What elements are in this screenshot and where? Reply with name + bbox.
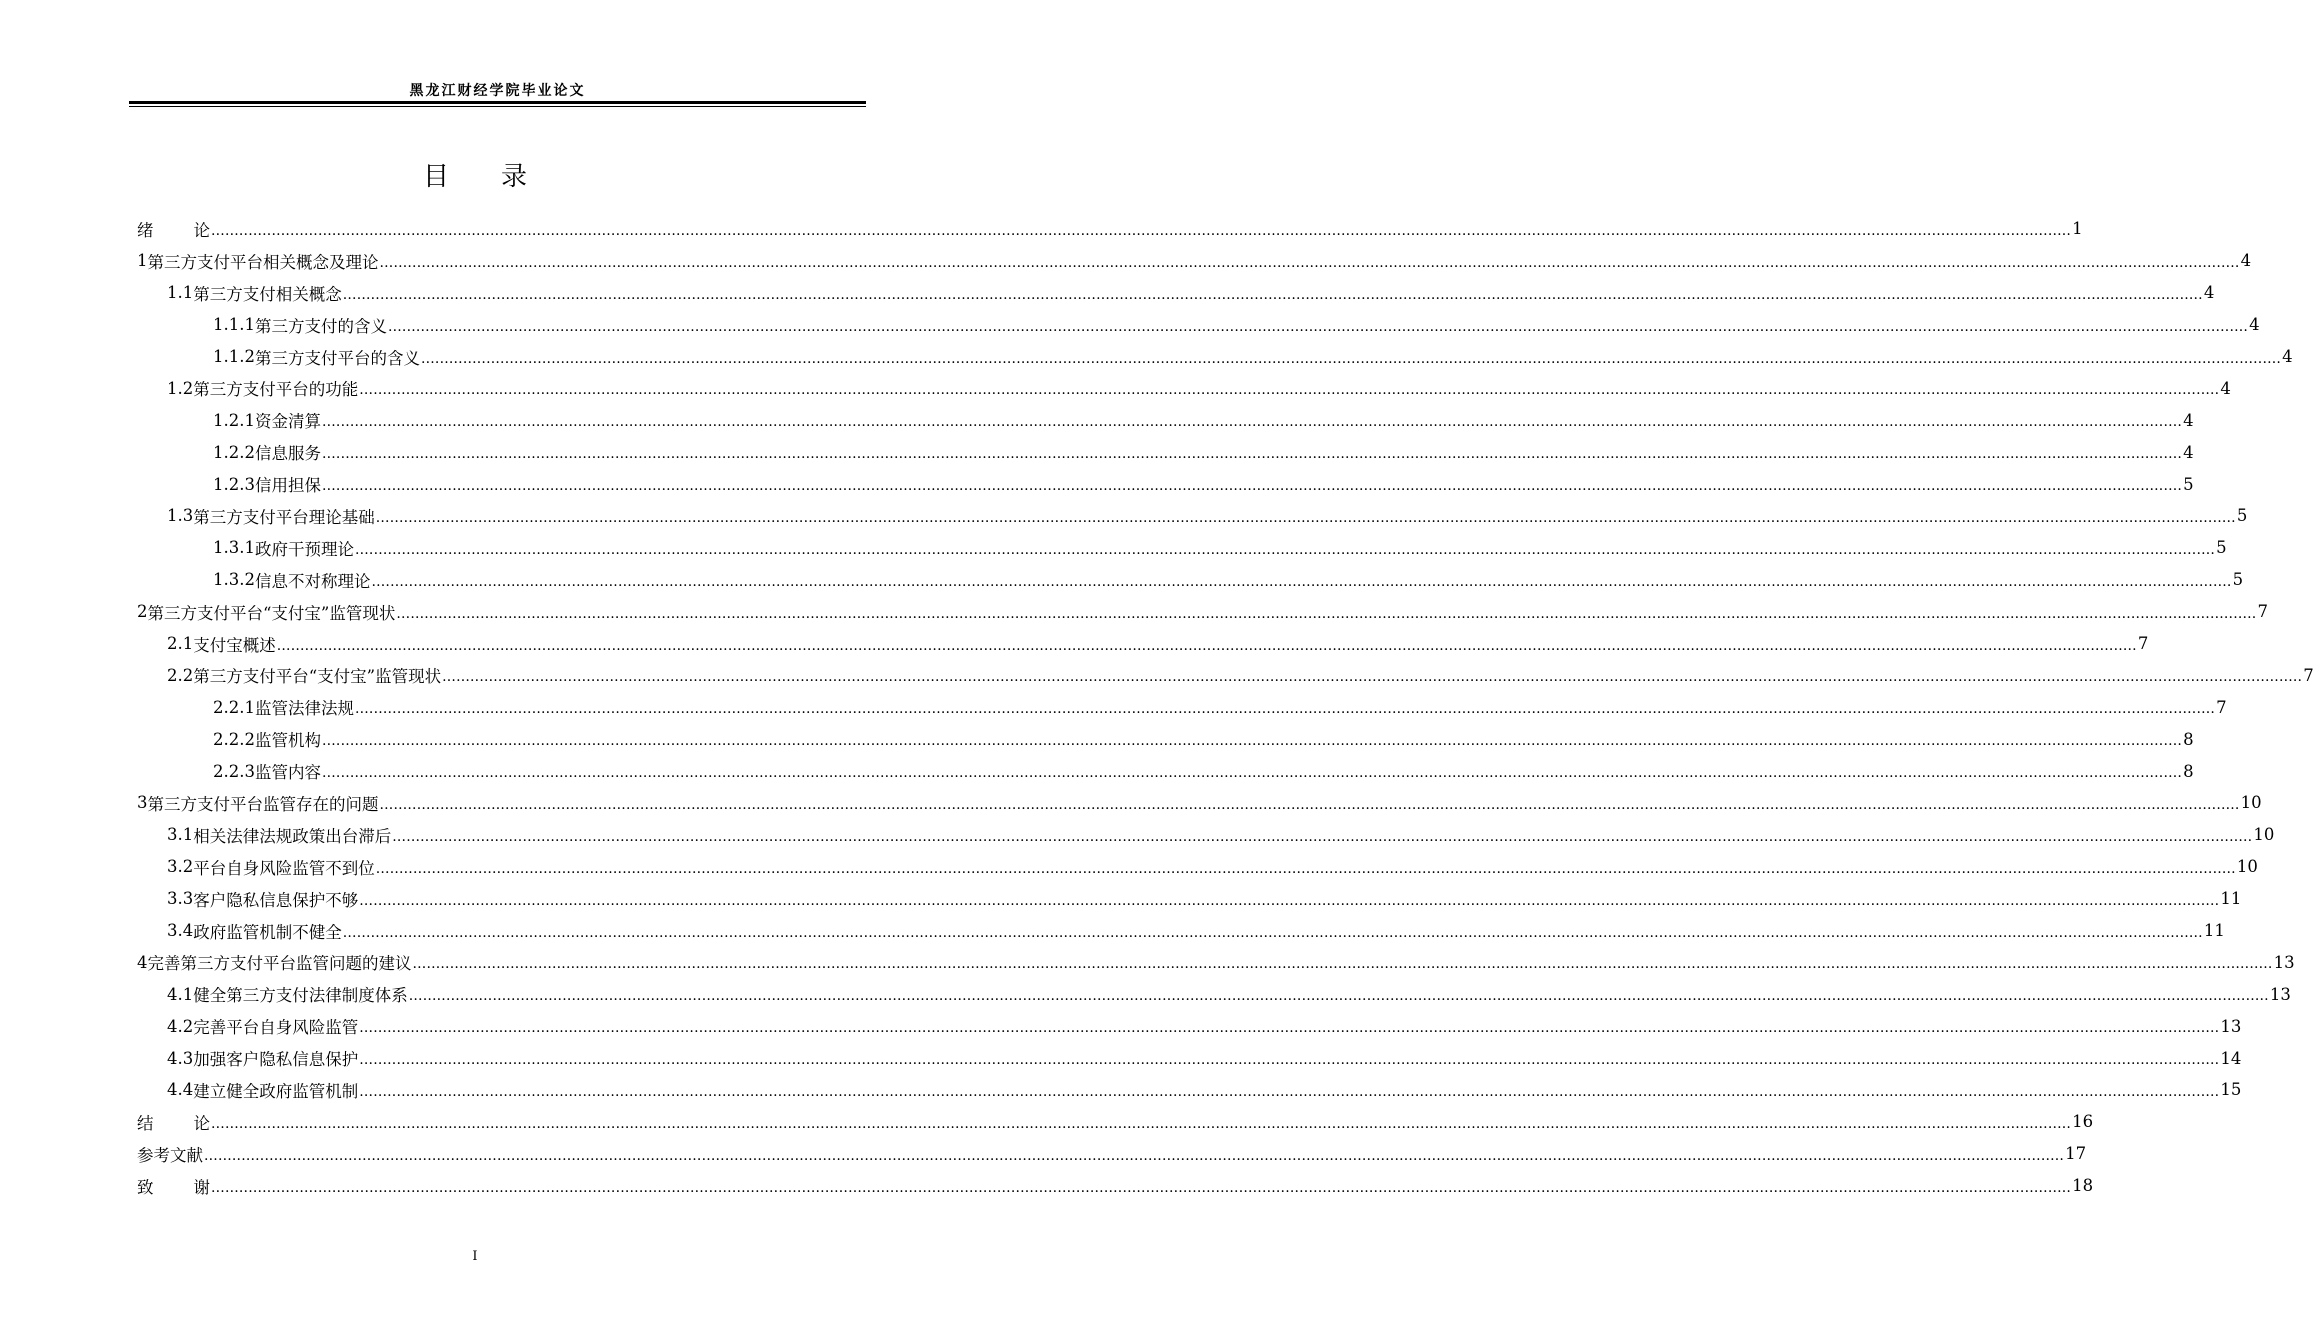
toc-entry-title: 政府监管机制不健全: [193, 922, 342, 942]
toc-dot-leader: ................................................................................................................................................................................................................................................................................................................................................................................................................: [321, 446, 2183, 463]
toc-entry-number: 3.3: [167, 889, 194, 909]
toc-entry-title: 资金清算: [254, 412, 321, 432]
toc-entry[interactable]: [137, 819, 2275, 851]
toc-entry-page: 13: [2269, 984, 2291, 1004]
toc-entry-title: 第三方支付相关概念: [193, 284, 342, 304]
table-of-contents: [137, 213, 2314, 1202]
toc-entry-title: 第三方支付的含义: [254, 316, 387, 336]
toc-title: [0, 156, 950, 193]
toc-entry-title: 信用担保: [254, 476, 321, 496]
toc-entry[interactable]: [137, 851, 2258, 883]
toc-entry-title: 完善平台自身风险监管: [193, 1018, 359, 1038]
toc-entry-page: 7: [2257, 602, 2268, 622]
toc-entry[interactable]: [137, 404, 2194, 436]
toc-entry[interactable]: [137, 915, 2225, 947]
toc-entry-page: 10: [2236, 857, 2258, 877]
toc-entry-title: 致谢: [137, 1177, 210, 1197]
toc-entry-title: 监管机构: [254, 731, 321, 751]
toc-entry-title: 平台自身风险监管不到位: [193, 858, 375, 878]
toc-entry-number: 2.2.1: [213, 697, 255, 717]
toc-entry-title: 政府干预理论: [254, 539, 354, 559]
toc-entry-title: 支付宝概述: [193, 635, 276, 655]
toc-entry-number: 3: [137, 793, 148, 813]
toc-dot-leader: ................................................................................................................................................................................................................................................................................................................................................................................................................: [359, 1083, 2220, 1100]
toc-entry[interactable]: [137, 883, 2242, 915]
toc-entry-title: 相关法律法规政策出台滞后: [193, 826, 392, 846]
toc-dot-leader: ................................................................................................................................................................................................................................................................................................................................................................................................................: [321, 414, 2183, 431]
toc-entry[interactable]: [137, 723, 2194, 755]
toc-dot-leader: ................................................................................................................................................................................................................................................................................................................................................................................................................: [211, 222, 2072, 239]
toc-entry-number: 1: [137, 251, 148, 271]
toc-entry-number: 2.2.2: [213, 729, 255, 749]
toc-entry[interactable]: [137, 500, 2248, 532]
toc-entry-page: 7: [2216, 697, 2227, 717]
toc-title-char-1: 目: [422, 162, 449, 192]
toc-dot-leader: ................................................................................................................................................................................................................................................................................................................................................................................................................: [379, 254, 2240, 271]
toc-entry-number: 1.1: [167, 283, 194, 303]
toc-entry-title: 建立健全政府监管机制: [193, 1081, 359, 1101]
toc-entry-page: 15: [2220, 1080, 2242, 1100]
toc-entry-page: 4: [2183, 410, 2194, 430]
toc-entry[interactable]: [137, 277, 2215, 309]
toc-dot-leader: ................................................................................................................................................................................................................................................................................................................................................................................................................: [379, 796, 2240, 813]
toc-entry[interactable]: [137, 787, 2262, 819]
toc-dot-leader: ................................................................................................................................................................................................................................................................................................................................................................................................................: [392, 828, 2253, 845]
toc-entry-number: 1.1.1: [213, 315, 255, 335]
toc-entry[interactable]: [137, 309, 2260, 341]
toc-entry-page: 5: [2232, 570, 2244, 590]
toc-entry-title: 绪论: [137, 220, 210, 240]
toc-dot-leader: ................................................................................................................................................................................................................................................................................................................................................................................................................: [211, 1179, 2072, 1196]
toc-entry-title: 第三方支付平台监管存在的问题: [147, 794, 379, 814]
toc-entry-page: 16: [2072, 1112, 2094, 1132]
toc-entry[interactable]: [137, 1010, 2242, 1042]
toc-entry-number: 4.3: [167, 1048, 194, 1068]
toc-entry[interactable]: [137, 468, 2194, 500]
toc-entry-number: 3.2: [167, 857, 194, 877]
toc-entry[interactable]: [137, 436, 2194, 468]
toc-entry-number: 1.2.3: [213, 474, 255, 494]
toc-entry-number: 1.2: [167, 378, 194, 398]
toc-dot-leader: ................................................................................................................................................................................................................................................................................................................................................................................................................: [442, 669, 2303, 686]
toc-entry-number: 1.3.2: [213, 570, 255, 590]
toc-entry-title: 第三方支付平台“支付宝”监管现状: [193, 667, 442, 687]
toc-entry-page: 11: [2203, 921, 2225, 941]
toc-entry-number: 1.2.2: [213, 442, 255, 462]
toc-dot-leader: ................................................................................................................................................................................................................................................................................................................................................................................................................: [354, 541, 2216, 558]
toc-entry-page: 11: [2220, 889, 2242, 909]
toc-entry[interactable]: [137, 532, 2227, 564]
header-rule-thin: [129, 106, 866, 107]
toc-entry-number: 4: [137, 952, 148, 972]
toc-entry-title: 完善第三方支付平台监管问题的建议: [147, 954, 412, 974]
header-rule-thick: [129, 101, 866, 104]
toc-entry-number: 2: [137, 602, 148, 622]
toc-entry-page: 4: [2240, 251, 2252, 271]
toc-dot-leader: ................................................................................................................................................................................................................................................................................................................................................................................................................: [387, 318, 2249, 335]
toc-entry[interactable]: [137, 1170, 2094, 1202]
toc-dot-leader: ................................................................................................................................................................................................................................................................................................................................................................................................................: [276, 637, 2137, 654]
toc-entry-title: 信息不对称理论: [254, 571, 371, 591]
toc-entry-page: 13: [2220, 1016, 2242, 1036]
toc-entry-title: 信息服务: [254, 444, 321, 464]
toc-entry-number: 1.3: [167, 506, 194, 526]
toc-entry-title: 第三方支付平台的含义: [254, 348, 420, 368]
toc-dot-leader: ................................................................................................................................................................................................................................................................................................................................................................................................................: [371, 573, 2232, 590]
toc-entry[interactable]: [137, 213, 2083, 245]
toc-entry[interactable]: [137, 628, 2149, 660]
toc-entry[interactable]: [137, 755, 2194, 787]
toc-dot-leader: ................................................................................................................................................................................................................................................................................................................................................................................................................: [359, 1052, 2220, 1069]
toc-dot-leader: ................................................................................................................................................................................................................................................................................................................................................................................................................: [321, 765, 2183, 782]
toc-entry[interactable]: [137, 1074, 2242, 1106]
toc-entry-number: 2.2.3: [213, 761, 255, 781]
toc-entry[interactable]: [137, 372, 2231, 404]
toc-entry-page: 4: [2183, 442, 2194, 462]
toc-entry-page: 4: [2282, 347, 2293, 366]
toc-dot-leader: ................................................................................................................................................................................................................................................................................................................................................................................................................: [408, 988, 2269, 1005]
toc-entry[interactable]: [137, 978, 2291, 1010]
toc-entry-page: 8: [2183, 761, 2194, 781]
toc-entry-page: 10: [2240, 793, 2262, 813]
toc-entry-page: 13: [2273, 952, 2295, 972]
toc-entry[interactable]: [137, 341, 2293, 373]
toc-entry[interactable]: [137, 691, 2227, 723]
toc-entry-page: 1: [2072, 219, 2083, 239]
toc-entry-number: 4.2: [167, 1016, 194, 1036]
toc-entry-number: 1.1.2: [213, 347, 255, 366]
toc-entry-number: 4.4: [167, 1080, 194, 1100]
toc-entry-page: 4: [2249, 315, 2260, 335]
toc-dot-leader: ................................................................................................................................................................................................................................................................................................................................................................................................................: [204, 1147, 2065, 1164]
toc-entry-number: 3.1: [167, 825, 194, 845]
toc-dot-leader: ................................................................................................................................................................................................................................................................................................................................................................................................................: [321, 478, 2183, 495]
toc-dot-leader: ................................................................................................................................................................................................................................................................................................................................................................................................................: [412, 956, 2273, 973]
toc-dot-leader: ................................................................................................................................................................................................................................................................................................................................................................................................................: [342, 924, 2203, 941]
toc-entry[interactable]: [137, 564, 2244, 596]
toc-entry-page: 5: [2216, 538, 2227, 558]
page-number-footer: I: [472, 1249, 478, 1264]
toc-entry-page: 17: [2065, 1144, 2087, 1164]
toc-dot-leader: ................................................................................................................................................................................................................................................................................................................................................................................................................: [420, 350, 2282, 367]
toc-entry[interactable]: [137, 245, 2252, 277]
toc-entry[interactable]: [137, 1138, 2087, 1170]
running-header: 黑龙江财经学院毕业论文: [409, 83, 586, 99]
toc-dot-leader: ................................................................................................................................................................................................................................................................................................................................................................................................................: [359, 382, 2220, 399]
toc-entry-number: 2.1: [167, 634, 194, 654]
toc-entry-page: 14: [2220, 1048, 2242, 1068]
toc-entry-title: 参考文献: [137, 1145, 203, 1165]
toc-dot-leader: ................................................................................................................................................................................................................................................................................................................................................................................................................: [396, 605, 2257, 622]
toc-dot-leader: ................................................................................................................................................................................................................................................................................................................................................................................................................: [342, 286, 2203, 303]
toc-entry[interactable]: [137, 1106, 2094, 1138]
toc-dot-leader: ................................................................................................................................................................................................................................................................................................................................................................................................................: [211, 1115, 2072, 1132]
toc-entry-number: 1.2.1: [213, 410, 255, 430]
toc-entry[interactable]: [137, 659, 2314, 691]
toc-entry-title: 加强客户隐私信息保护: [193, 1050, 359, 1070]
toc-entry-page: 4: [2203, 283, 2215, 303]
toc-dot-leader: ................................................................................................................................................................................................................................................................................................................................................................................................................: [354, 701, 2216, 718]
toc-entry-title: 第三方支付平台理论基础: [193, 507, 375, 527]
toc-entry-number: 3.4: [167, 921, 194, 941]
toc-title-char-2: 录: [501, 162, 528, 192]
toc-dot-leader: ................................................................................................................................................................................................................................................................................................................................................................................................................: [375, 509, 2236, 526]
toc-entry-page: 8: [2183, 729, 2194, 749]
toc-entry-page: 7: [2137, 634, 2149, 654]
toc-entry-title: 第三方支付平台相关概念及理论: [147, 252, 379, 272]
toc-entry-title: 第三方支付平台的功能: [193, 380, 359, 400]
toc-entry-title: 健全第三方支付法律制度体系: [193, 986, 408, 1006]
toc-dot-leader: ................................................................................................................................................................................................................................................................................................................................................................................................................: [375, 860, 2236, 877]
toc-dot-leader: ................................................................................................................................................................................................................................................................................................................................................................................................................: [359, 892, 2220, 909]
toc-entry-page: 10: [2253, 825, 2275, 845]
toc-entry-page: 18: [2072, 1176, 2094, 1196]
toc-entry-title: 监管法律法规: [254, 699, 354, 719]
toc-entry[interactable]: [137, 946, 2295, 978]
toc-dot-leader: ................................................................................................................................................................................................................................................................................................................................................................................................................: [359, 1020, 2220, 1037]
toc-entry-number: 4.1: [167, 984, 194, 1004]
toc-entry-page: 5: [2183, 474, 2194, 494]
toc-entry-number: 2.2: [167, 665, 194, 685]
toc-entry-page: 4: [2220, 378, 2231, 398]
toc-entry-page: 7: [2303, 665, 2314, 685]
toc-entry[interactable]: [137, 1042, 2242, 1074]
toc-entry-number: 1.3.1: [213, 538, 255, 558]
toc-entry-page: 5: [2236, 506, 2248, 526]
toc-entry-title: 结论: [137, 1113, 210, 1133]
toc-dot-leader: ................................................................................................................................................................................................................................................................................................................................................................................................................: [321, 733, 2183, 750]
toc-entry[interactable]: [137, 596, 2268, 628]
toc-entry-title: 监管内容: [254, 763, 321, 783]
toc-entry-title: 客户隐私信息保护不够: [193, 890, 359, 910]
toc-entry-title: 第三方支付平台“支付宝”监管现状: [147, 603, 396, 623]
